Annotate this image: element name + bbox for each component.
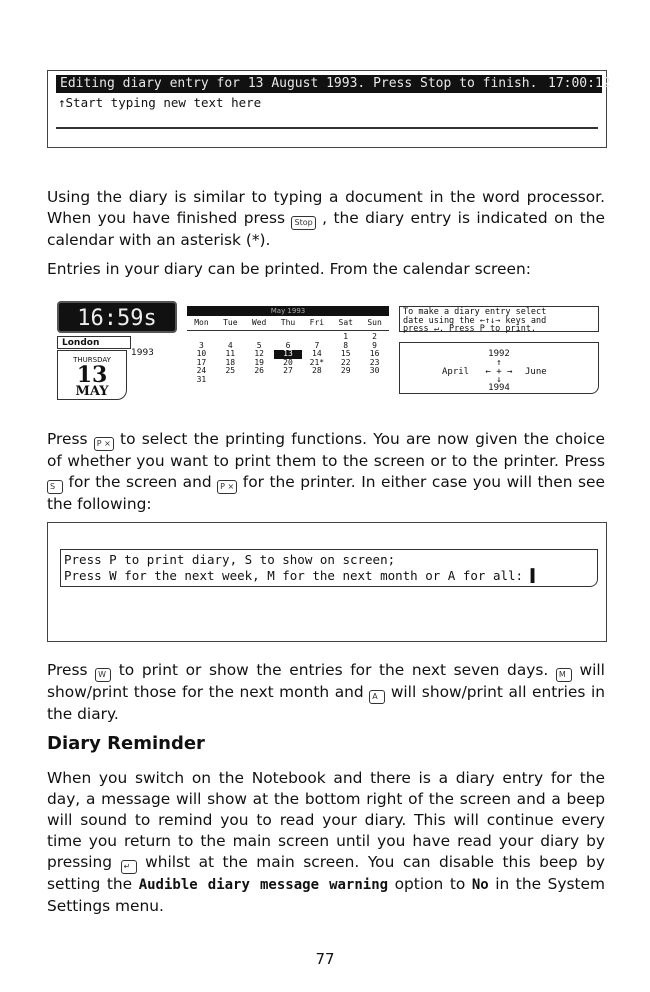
calendar-date	[245, 376, 274, 385]
para-text: for the screen and	[68, 473, 212, 491]
enter-key-icon: ↵	[121, 860, 137, 874]
calendar-date[interactable]: 12	[254, 349, 264, 358]
city-label: London	[57, 336, 131, 349]
calendar-date[interactable]: 26	[254, 366, 264, 375]
print-key-icon: P ×	[94, 437, 114, 451]
divider	[56, 127, 598, 129]
time-text: 17:00:12	[548, 76, 611, 91]
calendar-date[interactable]: 7	[314, 340, 320, 350]
weekday-label: Sun	[367, 318, 382, 327]
calendar-hint: To make a diary entry select date using the ←↑↓→ keys and press ↵. Press P to print.	[399, 306, 599, 332]
print-prompt-line-2[interactable]: Press W for the next week, M for the next month or A for all: ▌	[64, 568, 539, 583]
m-key-icon: M	[556, 668, 572, 682]
calendar-date[interactable]: 9	[372, 340, 377, 350]
para-text: , the diary entry is indicated on the calendar with an asterisk (*).	[47, 209, 605, 249]
calendar-date[interactable]: 2	[372, 332, 377, 341]
para-text: to select the printing functions. You are now given the choice of whether you want to print them to the screen or to the printer. Press	[47, 430, 605, 470]
year-prev: 1992	[488, 349, 510, 359]
calendar-date[interactable]: 21*	[309, 357, 325, 367]
calendar-date[interactable]: 19	[254, 357, 264, 367]
para-text: Press	[47, 430, 88, 448]
diary-edit-screen	[47, 70, 611, 148]
date-grid[interactable]	[187, 333, 389, 384]
calendar-date	[302, 376, 331, 385]
para-text: for the printer. In either case you will then see the following:	[47, 473, 605, 513]
calendar-date[interactable]: 10	[196, 349, 207, 358]
stop-key-icon: Stop	[291, 216, 315, 230]
month-next: June	[525, 367, 547, 377]
clock-readout	[548, 75, 611, 93]
navigation-box	[399, 342, 599, 394]
year-next: 1994	[488, 383, 510, 393]
left-right-arrows-icon: ← + →	[485, 367, 513, 377]
print-prompt-line-1: Press P to print diary, S to show on screen;	[64, 552, 396, 567]
para-text: When you switch on the Notebook and there is a diary entry for the day, a message will show at the bottom right of the screen and a beep will sound to remind you to read your diary. This will continue every time you return to the main screen until you have read your diary by pressing	[47, 769, 605, 871]
w-key-icon: W	[95, 668, 111, 682]
calendar-date[interactable]: 1	[343, 332, 349, 341]
status-bar	[56, 75, 552, 93]
calendar-date[interactable]: 17	[196, 357, 207, 367]
para-text: Using the diary is similar to typing a document in the word processor. When you have finished press	[47, 188, 605, 227]
page-number: 77	[315, 950, 335, 968]
month-prev: April	[442, 367, 470, 377]
prompt-box	[60, 549, 598, 587]
a-key-icon: A	[369, 690, 385, 704]
print-key-icon: P ×	[217, 480, 237, 494]
calendar-date[interactable]: 24	[196, 366, 207, 375]
calendar-date[interactable]: 27	[283, 366, 293, 375]
clock-display: 16:59s	[57, 301, 177, 333]
para-text: Press	[47, 661, 88, 679]
calendar-date[interactable]: 28	[312, 366, 322, 375]
print-options-screen	[47, 522, 607, 642]
year-label: 1993	[131, 348, 154, 358]
para-print-range	[47, 660, 605, 725]
calendar-date[interactable]: 4	[227, 340, 233, 350]
calendar-date[interactable]: 20	[283, 357, 293, 367]
up-arrow-icon: ↑	[496, 358, 502, 368]
calendar-date[interactable]: 22	[340, 357, 351, 367]
calendar-date[interactable]: 8	[343, 340, 349, 350]
calendar-date[interactable]: 6	[285, 340, 291, 350]
weekday-label: Sat	[338, 318, 353, 327]
calendar-date[interactable]: 16	[369, 349, 380, 358]
typing-prompt[interactable]: ↑Start typing new text here	[58, 95, 262, 110]
calendar-date[interactable]: 23	[369, 357, 380, 367]
weekday-label: Mon	[194, 318, 209, 327]
calendar-date[interactable]: 3	[199, 340, 204, 350]
para-print-select	[47, 429, 605, 515]
calendar-date[interactable]: 14	[312, 349, 322, 358]
month-label: MAY	[75, 384, 109, 399]
calendar-date[interactable]: 18	[225, 357, 236, 367]
weekday-label: THURSDAY	[73, 356, 111, 364]
calendar-date	[331, 376, 360, 385]
calendar-date[interactable]: 13	[274, 350, 303, 359]
calendar-date[interactable]: 5	[256, 340, 262, 350]
calendar-date[interactable]: 11	[225, 349, 236, 358]
weekday-label: Tue	[223, 318, 238, 327]
s-key-icon: S	[47, 480, 63, 494]
section-heading: Diary Reminder	[47, 733, 205, 754]
para-print-intro: Entries in your diary can be printed. From the calendar screen:	[47, 260, 531, 278]
para-text: will show/print all entries in the diary.	[47, 683, 605, 723]
calendar-date	[216, 376, 245, 385]
month-calendar	[187, 306, 389, 384]
calendar-date[interactable]: 30	[369, 366, 380, 375]
para-reminder	[47, 768, 605, 917]
para-text: to print or show the entries for the next seven days.	[118, 661, 549, 679]
status-bar-text: Editing diary entry for 13 August 1993. Press Stop to finish.	[60, 76, 538, 91]
para-text: in the System Settings menu.	[47, 875, 605, 915]
option-value: No	[471, 877, 489, 893]
calendar-date[interactable]: 31	[196, 374, 207, 384]
option-name: Audible diary message warning	[138, 877, 389, 893]
weekday-label: Wed	[251, 318, 267, 327]
calendar-date[interactable]: 15	[340, 349, 351, 358]
weekday-row	[187, 316, 389, 331]
day-card	[57, 350, 127, 400]
para-text: whilst at the main screen. You can disable this beep by setting the	[47, 853, 605, 893]
weekday-label: Thu	[280, 318, 296, 327]
calendar-title: May 1993	[187, 306, 389, 316]
para-text: will show/print those for the next month and	[47, 661, 605, 701]
calendar-date[interactable]: 29	[340, 366, 351, 375]
weekday-label: Fri	[309, 318, 325, 327]
para-intro	[47, 187, 605, 251]
para-text: option to	[394, 875, 466, 893]
calendar-date[interactable]: 25	[225, 366, 236, 375]
down-arrow-icon: ↓	[496, 375, 502, 385]
calendar-date	[274, 376, 303, 385]
day-number: 13	[76, 362, 108, 388]
calendar-date	[360, 376, 389, 385]
